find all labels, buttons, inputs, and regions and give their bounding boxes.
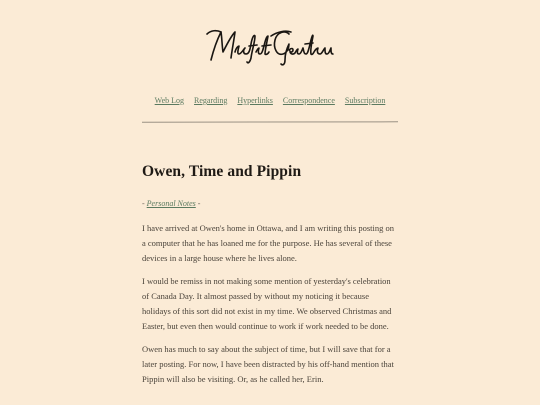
post-title[interactable]: Owen, Time and Pippin: [142, 163, 302, 180]
nav-link-subscription[interactable]: Subscription: [344, 96, 386, 105]
site-logo[interactable]: [0, 24, 540, 73]
nav-link-hyperlinks[interactable]: Hyperlinks: [237, 96, 273, 105]
logo-wordmark: [205, 24, 335, 68]
post-paragraph: Owen has much to say about the subject of time, but I will save that for a later posting. For now, I have been distracted by his off-hand mention that Pippin will also be visiting. Or, as he called her, Erin.: [142, 344, 394, 384]
header-divider: [142, 121, 398, 123]
category-link[interactable]: Personal Notes: [146, 199, 196, 208]
category-prefix: -: [142, 199, 145, 208]
post-category: [142, 199, 398, 208]
nav-link-web-log[interactable]: Web Log: [154, 96, 185, 105]
nav-link-correspondence[interactable]: Correspondence: [282, 96, 335, 105]
post-paragraph: I would be remiss in not making some mention of yesterday's celebration of Canada Day. It almost passed by without my noticing it because holidays of this sort did not exist in my time. We observed Christmas and Easter, but even then would continue to work if work needed to be done.: [142, 276, 392, 331]
nav-link-regarding[interactable]: Regarding: [194, 96, 228, 105]
category-suffix: -: [197, 199, 201, 208]
main-nav: [0, 96, 540, 105]
post-article: [142, 163, 398, 395]
post-paragraph: I have arrived at Owen's home in Ottawa, and I am writing this posting on a computer that he has loaned me for the purpose. He has several of these devices in a large house where he lives alone.: [142, 223, 394, 263]
